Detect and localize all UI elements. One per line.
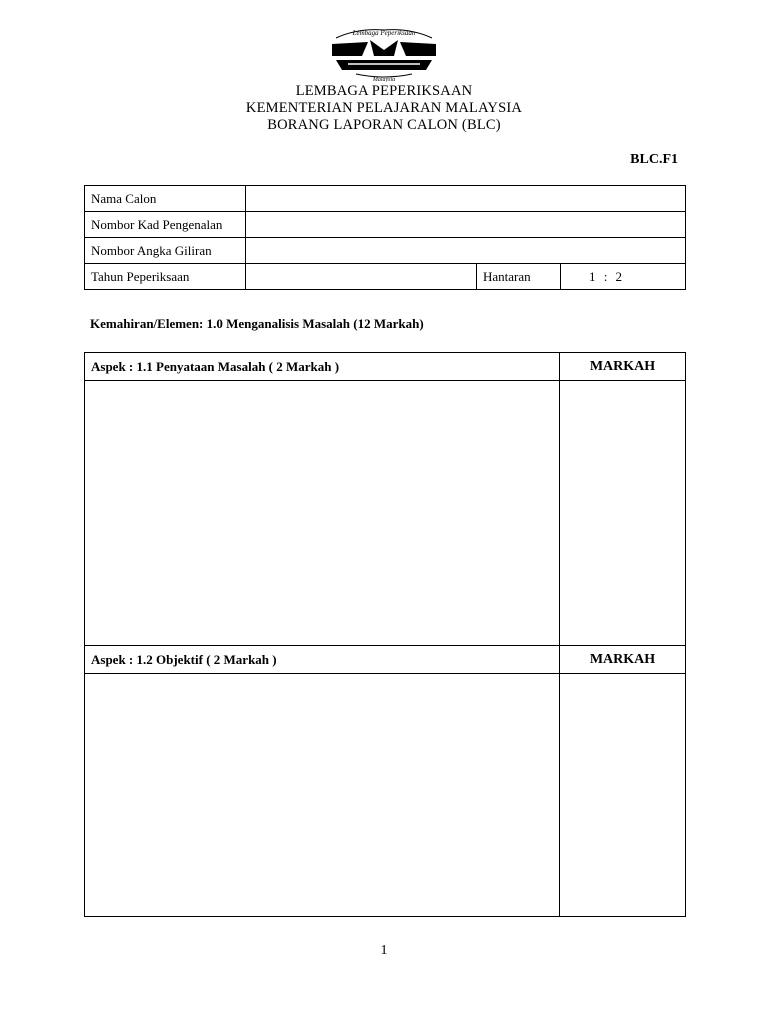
submission-total: 2 <box>615 268 622 284</box>
table-row <box>85 353 686 381</box>
table-row <box>85 646 686 674</box>
table-row <box>85 264 686 290</box>
index-field[interactable] <box>246 238 686 264</box>
name-label: Nama Calon <box>85 186 246 212</box>
page-number: 1 <box>380 943 388 958</box>
year-label: Tahun Peperiksaan <box>85 264 246 290</box>
mark-header: MARKAH <box>560 646 686 674</box>
aspect-table-1 <box>84 352 686 646</box>
table-row <box>85 674 686 917</box>
year-field[interactable] <box>246 264 477 290</box>
header-line-2: KEMENTERIAN PELAJARAN MALAYSIA <box>245 100 523 116</box>
ic-field[interactable] <box>246 212 686 238</box>
mark-field[interactable] <box>560 674 686 917</box>
table-row <box>85 381 686 646</box>
index-label: Nombor Angka Giliran <box>85 238 246 264</box>
aspect-table-2 <box>84 645 686 917</box>
header-line-1: LEMBAGA PEPERIKSAAN <box>295 83 473 99</box>
mark-header: MARKAH <box>560 353 686 381</box>
aspect-content-area[interactable] <box>85 674 560 917</box>
submission-label: Hantaran <box>477 264 561 290</box>
mark-field[interactable] <box>560 381 686 646</box>
logo-text-bottom: Malaysia <box>372 77 396 82</box>
section-title: Kemahiran/Elemen: 1.0 Menganalisis Masalah (12 Markah) <box>90 316 424 331</box>
table-row <box>85 186 686 212</box>
submission-value <box>561 264 686 290</box>
form-code: BLC.F1 <box>630 152 678 167</box>
table-row <box>85 212 686 238</box>
aspect-content-area[interactable] <box>85 381 560 646</box>
submission-separator: : <box>603 268 608 284</box>
aspect-title: Aspek : 1.1 Penyataan Masalah ( 2 Markah ) <box>85 353 560 381</box>
aspect-title: Aspek : 1.2 Objektif ( 2 Markah ) <box>85 646 560 674</box>
submission-current: 1 <box>589 268 596 284</box>
table-row <box>85 238 686 264</box>
name-field[interactable] <box>246 186 686 212</box>
lembaga-peperiksaan-logo <box>328 26 440 82</box>
header-line-3: BORANG LAPORAN CALON (BLC) <box>267 117 501 133</box>
ic-label: Nombor Kad Pengenalan <box>85 212 246 238</box>
document-header <box>0 83 768 134</box>
logo-text-top: Lembaga Peperiksaan <box>352 29 416 37</box>
candidate-info-table <box>84 185 686 290</box>
